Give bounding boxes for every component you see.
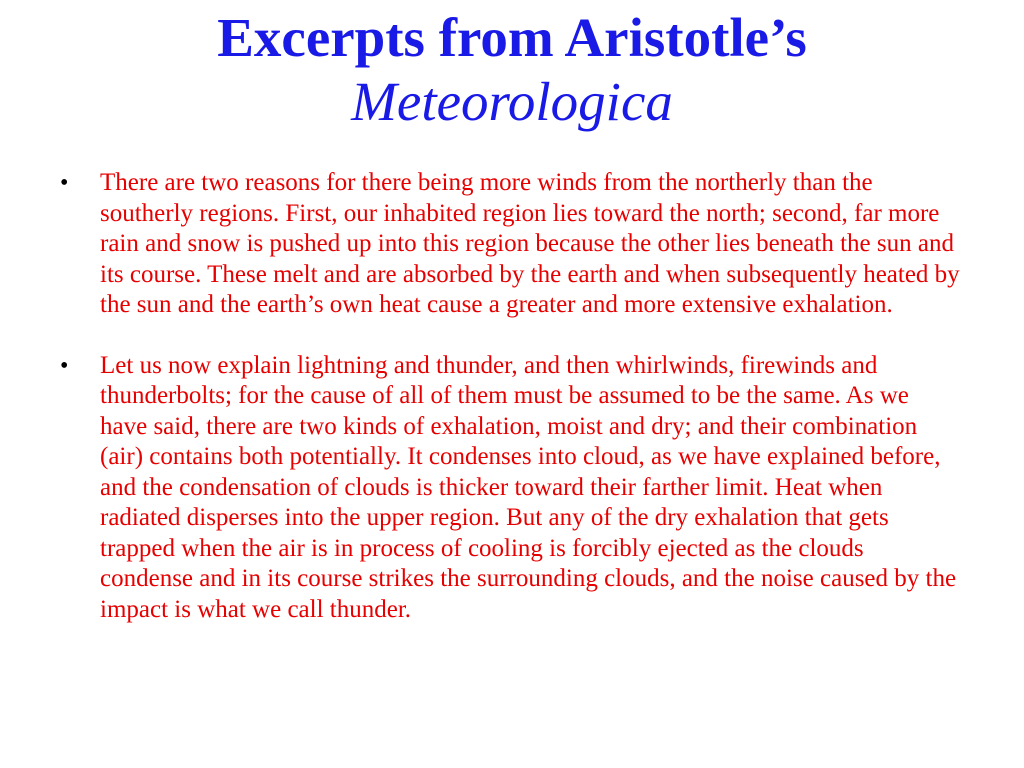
bullet-list: [60, 168, 960, 655]
bullet-text: There are two reasons for there being more winds from the northerly than the southerly regions. First, our inhabited region lies toward the north; second, far more rain and snow is pushed up into this region because the other lies beneath the sun and its course. These melt and are absorbed by the earth and when subsequently heated by the sun and the earth’s own heat cause a greater and more extensive exhalation.: [100, 169, 960, 318]
bullet-item: [60, 168, 960, 321]
slide-title: [0, 6, 1024, 134]
title-line-1: Excerpts from Aristotle’s: [217, 7, 807, 68]
bullet-text: Let us now explain lightning and thunder, and then whirlwinds, firewinds and thunderbolts; for the cause of all of them must be assumed to be the same. As we have said, there are two kinds of exhalation, moist and dry; and their combination (air) contains both potentially. It condenses into cloud, as we have explained before, and the condensation of clouds is thicker toward their farther limit. Heat when radiated disperses into the upper region. But any of the dry exhalation that gets trapped when the air is in process of cooling is forcibly ejected as the clouds condense and in its course strikes the surrounding clouds, and the noise caused by the impact is what we call thunder.: [100, 351, 957, 623]
bullet-marker: •: [60, 170, 69, 196]
title-line-2: Meteorologica: [351, 71, 673, 132]
bullet-marker: •: [60, 352, 69, 379]
bullet-item: [60, 351, 960, 626]
